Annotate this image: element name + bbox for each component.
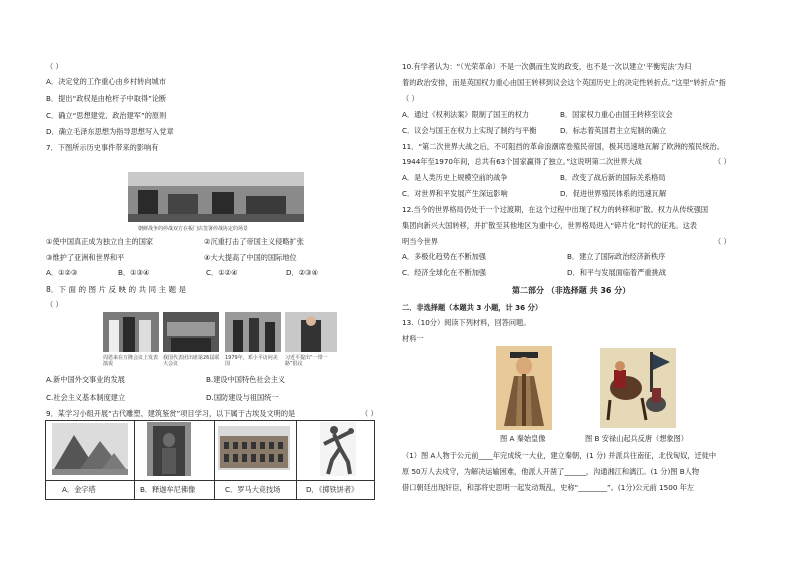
q7-option-c[interactable]: C．①②④ (206, 268, 238, 277)
q13-text-line3: 借口朝廷出现奸臣，和部将史思明一起发动叛乱，史称“________”。(1分)公元前 1500 年左 (402, 483, 695, 492)
prev-option-a[interactable]: A．决定党的工作重心由乡村转向城市 (46, 77, 166, 86)
q12-option-d[interactable]: D．和平与发展面临着严重挑战 (567, 268, 666, 277)
q13-text-line2: 原 50万人去戍守，为解决运输困难，他派人开凿了______，沟通湘江和漓江。(1 分)图 B人物 (402, 467, 700, 476)
q8-photo-deng-usa (225, 312, 281, 352)
q8-caption-1: 周恩来在万隆会议上发表演说 (103, 355, 159, 367)
q8-option-b[interactable]: B.建设中国特色社会主义 (206, 375, 286, 384)
q7-option-b[interactable]: B．①③④ (118, 268, 150, 277)
q7-item-4: ④大大提高了中国的国际地位 (204, 253, 297, 262)
q7-armistice-photo (128, 172, 304, 222)
q10-option-b[interactable]: B．国家权力重心由国王转移至议会 (560, 110, 673, 119)
part2-title: 第二部分 （非选择题 共 36 分） (512, 286, 631, 295)
q11-stem-line2: 1944年至1970年间，总共有63个国家赢得了独立。”这说明第二次世界大战 (402, 157, 642, 166)
q7-item-2: ②沉重打击了帝国主义侵略扩张 (204, 237, 304, 246)
q11-option-d[interactable]: D．促进世界殖民体系的迅速瓦解 (560, 189, 667, 198)
fig-a-caption: 图 A 秦始皇像 (500, 434, 546, 443)
q7-item-3: ③维护了亚洲和世界和平 (46, 253, 125, 262)
q8-option-c[interactable]: C.社会主义基本制度建立 (46, 393, 126, 402)
prev-question-bracket: （ ） (46, 62, 63, 71)
q12-option-c[interactable]: C．经济全球化在不断加强 (402, 268, 487, 277)
q9-label-a[interactable]: A．金字塔 (62, 485, 96, 494)
fig-b-an-lushan-image (600, 348, 676, 428)
q10-option-d[interactable]: D．标志着英国君主立宪制的确立 (560, 126, 667, 135)
prev-option-b[interactable]: B．提出“政权是由枪杆子中取得”论断 (46, 94, 167, 103)
fig-b-caption: 图 B 安禄山起兵反唐（想象图） (585, 434, 688, 443)
q12-option-a[interactable]: A．多极化趋势在不断加强 (402, 252, 486, 261)
q7-photo-caption: 朝鲜战争的停战双方在板门店签署停战协定的场景 (138, 226, 249, 232)
prev-option-c[interactable]: C．确立“思想建党、政治建军”的原则 (46, 111, 167, 120)
q8-caption-4: 习近平提出“一带一路”倡议 (285, 355, 328, 367)
q8-photo-zhou-enlai (103, 312, 159, 352)
q11-option-c[interactable]: C．对世界和平发展产生深远影响 (402, 189, 508, 198)
q10-stem-line1: 10.有学者认为：“（光荣革命）不是一次偶而生发的政变，也不是一次以建立‘平衡宪法’为归 (402, 62, 692, 71)
q9-label-d[interactable]: D．《掷铁饼者》 (306, 485, 359, 494)
q8-stem: 8．下 面 的 图 片 反 映 的 共 同 主 题 是 (46, 285, 187, 294)
q10-option-c[interactable]: C．议会与国王在权力上实现了制约与平衡 (402, 126, 537, 135)
q7-option-a[interactable]: A．①②③ (46, 268, 78, 277)
section2-heading: 二．非选择题（本题共 3 小题，计 36 分） (402, 303, 543, 312)
q10-option-a[interactable]: A．通过《权利法案》限制了国王的权力 (402, 110, 530, 119)
q10-bracket: （ ） (402, 94, 419, 103)
q12-bracket: （ ） (714, 237, 731, 246)
q8-option-a[interactable]: A.新中国外交事业的发展 (46, 375, 125, 384)
q8-photo-un-delegation (163, 312, 219, 352)
q11-bracket: （ ） (714, 157, 731, 166)
q7-option-d[interactable]: D．②③④ (286, 268, 319, 277)
q13-text-line1: （1）图 A人物于公元前____年完成统一大业，建立秦朝，(1 分) 并派兵往南征，北伐匈奴，迁徙中 (402, 451, 717, 460)
q10-stem-line2: 着的政治安排，而是英国权力重心由国王转移到议会这个英国历史上的决定性转折点。”这里“转折点”指 (402, 78, 726, 87)
q8-caption-2: 我国代表团出席第26届联大会议 (163, 355, 220, 367)
q9-label-c[interactable]: C．罗马大竞技场 (225, 485, 281, 494)
q7-stem: 7．下图所示历史事件带来的影响有 (46, 143, 159, 152)
q12-stem-line3: 明当今世界 (402, 237, 438, 246)
material-1-label: 材料一 (402, 334, 424, 343)
q13-stem: 13.（10分）阅读下列材料，回答问题。 (402, 318, 531, 327)
q11-stem-line1: 11．“第二次世界大战之后，不可阻挡的革命浪潮席卷殖民帝国，极其迅速地瓦解了欧洲的殖民统治。 (402, 142, 724, 151)
q8-photo-belt-road (285, 312, 337, 352)
q8-option-d[interactable]: D.国防建设与祖国统一 (206, 393, 279, 402)
q8-caption-3: 1979年，邓小平访问美国 (225, 355, 278, 367)
q8-bracket: （ ） (46, 300, 63, 309)
q9-bracket: （ ） (361, 409, 378, 418)
q9-colosseum-image (218, 426, 290, 470)
prev-option-d[interactable]: D．确立毛泽东思想为指导思想写入党章 (46, 127, 174, 136)
q9-label-b[interactable]: B．释迦牟尼佛像 (140, 485, 196, 494)
q12-option-b[interactable]: B．建立了国际政治经济新秩序 (567, 252, 666, 261)
fig-a-qin-shihuang-image (496, 346, 552, 430)
q12-stem-line1: 12.当今的世界格局仍处于一个过渡期，在这个过程中出现了权力的转移和扩散。权力从传统强国 (402, 205, 709, 214)
q9-buddha-image (147, 422, 191, 476)
q11-option-a[interactable]: A．是人类历史上规模空前的战争 (402, 173, 508, 182)
q11-option-b[interactable]: B．改变了战后新的国际关系格局 (560, 173, 666, 182)
q9-pyramid-image (52, 423, 128, 475)
q9-discobolus-image (320, 422, 356, 476)
q9-table-divider (46, 480, 374, 481)
q12-stem-line2: 集团向新兴大国转移，并扩散至其他地区为重中心，世界格局进入“碎片化”时代的征兆。这表 (402, 221, 697, 230)
q9-stem: 9．某学习小组开展“古代雕塑、建筑鉴赏”项目学习，以下属于古埃及文明的是 (46, 409, 296, 418)
q7-item-1: ①使中国真正成为独立自主的国家 (46, 237, 154, 246)
